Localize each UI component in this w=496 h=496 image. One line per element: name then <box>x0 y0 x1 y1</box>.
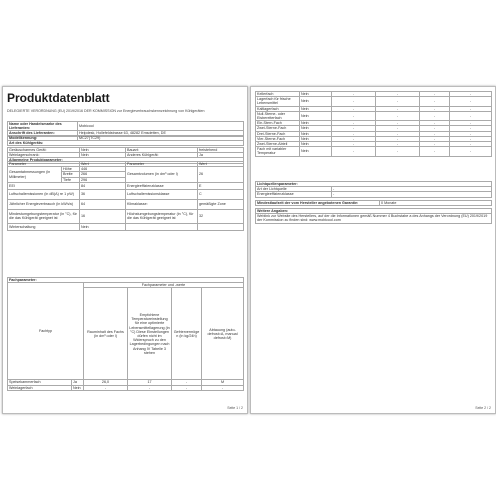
dimension-name: Breite <box>62 172 80 177</box>
supplier-address-value: Helpdesk, Hollefeldstrasse 63, 48282 Emsdetten, DE <box>78 131 244 136</box>
light-param-label: Energieeffizienzklasse <box>256 192 332 197</box>
compartment-volume: 26,0 <box>84 380 128 385</box>
column-header: Gefriervermögen (in kg/24h) <box>172 288 202 380</box>
compartment-temp: - <box>376 142 420 147</box>
table-row <box>8 209 244 223</box>
general-params-header: Allgemeine Produktparameter: <box>8 158 244 163</box>
datasheet-page-2 <box>250 86 496 414</box>
compartment-present: Nein <box>300 142 332 147</box>
column-header: Wert <box>80 162 126 167</box>
param-value: C <box>198 189 244 199</box>
compartment-defrost: - <box>450 106 492 111</box>
compartment-volume: - <box>332 142 376 147</box>
dimension-value: 296 <box>80 177 126 182</box>
compartment-freeze: - <box>172 380 202 385</box>
compartment-defrost: - <box>450 92 492 97</box>
param-label: Jährlicher Energieverbrauch (in kWh/a) <box>8 199 80 209</box>
compartment-present: Nein <box>300 131 332 136</box>
param-value: 84 <box>80 182 126 189</box>
compartment-freeze: - <box>420 131 450 136</box>
compartment-defrost: - <box>450 142 492 147</box>
compartment-freeze: - <box>420 111 450 120</box>
device-type-label: Art des Kühlgeräts: <box>8 141 244 146</box>
param-value: E <box>198 182 244 189</box>
compartment-temp: - <box>376 106 420 111</box>
table-row <box>256 192 492 197</box>
light-param-label: Art der Lichtquelle <box>256 187 332 192</box>
compartment-volume: - <box>332 126 376 131</box>
type-value: Nein <box>80 153 126 158</box>
type-label: Bauart: <box>126 148 198 153</box>
dimension-name: Tiefe <box>62 177 80 182</box>
general-params-table <box>7 161 244 231</box>
datasheet-page-1 <box>2 86 248 414</box>
param-label: Energieeffizienzklasse <box>126 182 198 189</box>
column-header: Wert <box>198 162 244 167</box>
compartment-present: Nein <box>300 147 332 156</box>
param-label: Luftschallemissionen (in dB(A) re 1 pW) <box>8 189 80 199</box>
column-header: Abtauung (auto-defrost=A, manual defrost=M) <box>202 288 244 380</box>
model-label: Modellkennung: <box>8 136 78 141</box>
compartment-temp: - <box>376 92 420 97</box>
type-value: Nein <box>80 148 126 153</box>
regulation-intro: DELEGIERTE VERORDNUNG (EU) 2019/2016 DER KOMMISSION zur Energieverbrauchskennzeichnung von Kühlgeräten <box>7 109 205 113</box>
param-value: 32 <box>198 209 244 223</box>
compartment-volume: - <box>332 147 376 156</box>
dimension-name: Höhe <box>62 167 80 172</box>
compartment-present: Ja <box>72 380 84 385</box>
compartment-temp: - <box>376 121 420 126</box>
compartment-present: Nein <box>72 385 84 390</box>
table-row <box>8 122 244 131</box>
light-source-table <box>255 181 492 198</box>
param-label: Winterschaltung <box>8 223 80 230</box>
compartment-freeze: - <box>420 106 450 111</box>
guarantee-table <box>255 200 492 206</box>
compartment-defrost: - <box>450 126 492 131</box>
info-text: Weblink zur Website des Herstellers, auf der die Informationen gemäß Nummer 4 Buchstabe a des Anhangs der Verordnung (EU) 2019/2019 der Kommission zu finden sind: www.mobicool.com <box>256 214 492 223</box>
table-row <box>8 223 244 230</box>
compartment-defrost: - <box>450 136 492 141</box>
compartment-present: Nein <box>300 121 332 126</box>
param-label: Höchstumgebungstemperatur (in °C), für die das Kühlgerät geeignet ist <box>126 209 198 223</box>
compartment-defrost: - <box>450 147 492 156</box>
table-row <box>256 214 492 223</box>
table-row <box>8 167 244 172</box>
type-label: Anderes Kühlgerät: <box>126 153 198 158</box>
param-value: 64 <box>80 199 126 209</box>
compartment-name: Weinlagerfach <box>8 385 72 390</box>
type-label: Weinlagerschrank: <box>8 153 80 158</box>
light-param-value: - <box>332 192 492 197</box>
compartment-name: Zwei-Sterne-Fach <box>256 126 300 131</box>
type-value: Ja <box>198 153 244 158</box>
compartment-temp: - <box>376 97 420 106</box>
page-title: Produktdatenblatt <box>7 91 110 105</box>
compartment-name: Kellerfach <box>256 92 300 97</box>
compartment-name: Vier-Sterne-Fach <box>256 136 300 141</box>
compartment-volume: - <box>332 106 376 111</box>
compartment-name: Kaltlagerfach <box>256 106 300 111</box>
table-row <box>256 201 492 206</box>
compartment-temp: - <box>376 136 420 141</box>
guarantee-label: Mindestlaufzeit der vom Hersteller angebotenen Garantie: <box>256 201 380 206</box>
dimension-value: 266 <box>80 172 126 177</box>
compartment-freeze: - <box>420 142 450 147</box>
column-header: Parameter <box>126 162 198 167</box>
compartment-table-header: Fachparameter und -werte <box>84 283 244 288</box>
compartment-name: Ein-Stern-Fach <box>256 121 300 126</box>
compartment-temp: - <box>376 126 420 131</box>
guarantee-value: 0 Monate <box>380 201 492 206</box>
column-header: Empfohlene Temperatureinstellung für eine optimierte Lebensmittellagerung (in °C) Diese Einstellungen dürfen nicht im Widerspruch zu den Lagerbedingungen nach Anhang IV Tabelle 3 stehen <box>128 288 172 380</box>
compartment-name: Lagerfach für frische Lebensmittel <box>256 97 300 106</box>
compartment-freeze: - <box>420 97 450 106</box>
model-value: MC27(TC29) <box>78 136 244 141</box>
compartment-freeze: - <box>172 385 202 390</box>
table-row <box>8 199 244 209</box>
column-header: Parameter <box>8 162 80 167</box>
compartment-volume: - <box>332 131 376 136</box>
compartment-temp: - <box>376 111 420 120</box>
param-value: Nein <box>80 223 126 230</box>
compartment-defrost: - <box>450 111 492 120</box>
compartment-volume: - <box>332 97 376 106</box>
page-number: Seite 1 / 2 <box>227 406 243 410</box>
light-param-value: - <box>332 187 492 192</box>
table-row <box>256 111 492 120</box>
supplier-address-label: Anschrift des Lieferanten: <box>8 131 78 136</box>
type-value: freistehend <box>198 148 244 153</box>
compartment-defrost: - <box>450 131 492 136</box>
param-label: Mindestumgebungstemperatur (in °C), für die das Kühlgerät geeignet ist <box>8 209 80 223</box>
table-row <box>8 182 244 189</box>
compartment-present: Nein <box>300 97 332 106</box>
compartment-temp: - <box>376 131 420 136</box>
compartment-temp: - <box>128 385 172 390</box>
table-row <box>8 385 244 390</box>
param-value: gemäßigte Zone <box>198 199 244 209</box>
compartment-volume: - <box>332 121 376 126</box>
compartment-volume: - <box>332 136 376 141</box>
column-header: Rauminhalt des Fachs (in dm³ oder l) <box>84 288 128 380</box>
param-value: 16 <box>80 209 126 223</box>
compartment-freeze: - <box>420 147 450 156</box>
volume-label: Gesamtvolumen (in dm³ oder l) <box>126 167 198 183</box>
compartment-temp: - <box>376 147 420 156</box>
compartment-present: Nein <box>300 126 332 131</box>
table-row <box>256 147 492 156</box>
page-number: Seite 2 / 2 <box>475 406 491 410</box>
table-row <box>256 97 492 106</box>
param-value <box>198 223 244 230</box>
compartment-table-continued <box>255 91 492 157</box>
model-table <box>7 135 244 146</box>
param-value: 36 <box>80 189 126 199</box>
compartment-present: Nein <box>300 111 332 120</box>
compartment-defrost: - <box>450 97 492 106</box>
param-label: Klimaklasse: <box>126 199 198 209</box>
compartment-volume: - <box>332 92 376 97</box>
compartment-freeze: - <box>420 126 450 131</box>
compartment-freeze: - <box>420 136 450 141</box>
compartment-name: Speisekammerfach <box>8 380 72 385</box>
compartment-freeze: - <box>420 121 450 126</box>
compartment-present: Nein <box>300 106 332 111</box>
compartment-volume: - <box>84 385 128 390</box>
compartment-params-header: Fachparameter: <box>8 278 244 283</box>
compartment-defrost: M <box>202 380 244 385</box>
column-header: Fachtyp <box>8 283 84 380</box>
compartment-name: Null-Sterne- oder Eisbereiterfach <box>256 111 300 120</box>
dimension-value: 446 <box>80 167 126 172</box>
volume-value: 26 <box>198 167 244 183</box>
info-label: Weitere Angaben: <box>256 209 492 214</box>
supplier-name-label: Name oder Handelsmarke des Lieferanten: <box>8 122 78 131</box>
compartment-name: Drei-Sterne-Fach <box>256 131 300 136</box>
param-label: Luftschallemissionsklasse <box>126 189 198 199</box>
compartment-name: Fach mit variabler Temperatur <box>256 147 300 156</box>
type-label: Geräuscharmes Gerät: <box>8 148 80 153</box>
table-row <box>8 141 244 146</box>
info-table <box>255 208 492 224</box>
compartment-volume: - <box>332 111 376 120</box>
compartment-defrost: - <box>450 121 492 126</box>
compartment-present: Nein <box>300 92 332 97</box>
compartment-name: Zwei-Sterne-Abteil <box>256 142 300 147</box>
dimensions-label: Gesamtabmessungen (in Millimeter) <box>8 167 62 183</box>
light-source-header: Lichtquellenparameter: <box>256 182 492 187</box>
param-label <box>126 223 198 230</box>
compartment-defrost: - <box>202 385 244 390</box>
supplier-name-value: Mobicool <box>78 122 244 131</box>
compartment-freeze: - <box>420 92 450 97</box>
param-label: EEI <box>8 182 80 189</box>
compartment-temp: 17 <box>128 380 172 385</box>
compartment-table <box>7 277 244 391</box>
table-row <box>8 189 244 199</box>
compartment-present: Nein <box>300 136 332 141</box>
